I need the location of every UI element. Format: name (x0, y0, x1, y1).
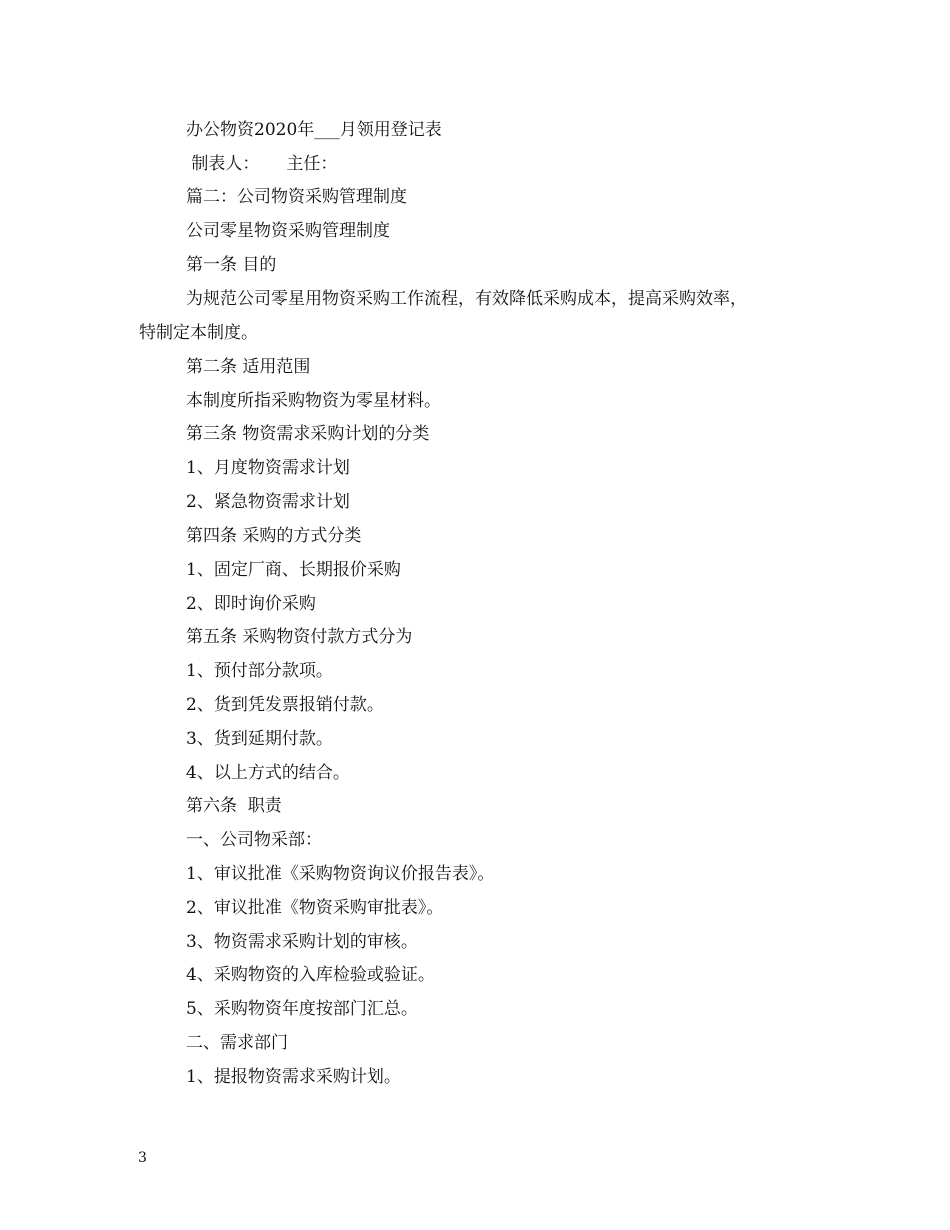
list-item: 3、货到延期付款。 (186, 729, 333, 749)
signature-line: 制表人： 主任： (186, 154, 338, 174)
list-item: 5、采购物资年度按部门汇总。 (186, 999, 418, 1019)
page-number: 3 (138, 1150, 147, 1166)
article-heading: 第四条 采购的方式分类 (186, 526, 362, 546)
list-item: 1、审议批准《采购物资询议价报告表》。 (186, 864, 495, 884)
paragraph-text: 本制度所指采购物资为零星材料。 (186, 391, 441, 411)
paragraph-text: 为规范公司零星用物资采购工作流程，有效降低采购成本，提高采购效率， (186, 289, 747, 309)
document-title: 公司零星物资采购管理制度 (186, 221, 390, 241)
article-heading: 第六条 职责 (186, 796, 282, 816)
form-title: 办公物资2020年___月领用登记表 (186, 120, 442, 140)
article-heading: 第三条 物资需求采购计划的分类 (186, 424, 430, 444)
list-item: 1、预付部分款项。 (186, 661, 333, 681)
list-item: 2、审议批准《物资采购审批表》。 (186, 898, 444, 918)
list-item: 1、固定厂商、长期报价采购 (186, 560, 401, 580)
subsection-heading: 二、需求部门 (186, 1033, 288, 1053)
list-item: 1、提报物资需求采购计划。 (186, 1067, 401, 1087)
article-heading: 第五条 采购物资付款方式分为 (186, 627, 413, 647)
subsection-heading: 一、公司物采部： (186, 830, 322, 850)
list-item: 1、月度物资需求计划 (186, 458, 350, 478)
list-item: 4、采购物资的入库检验或验证。 (186, 965, 435, 985)
list-item: 2、即时询价采购 (186, 594, 316, 614)
article-heading: 第二条 适用范围 (186, 357, 311, 377)
list-item: 4、以上方式的结合。 (186, 763, 350, 783)
list-item: 2、紧急物资需求计划 (186, 492, 350, 512)
paragraph-text-continued: 特制定本制度。 (139, 323, 258, 343)
list-item: 3、物资需求采购计划的审核。 (186, 932, 418, 952)
section-heading: 篇二：公司物资采购管理制度 (186, 187, 407, 207)
list-item: 2、货到凭发票报销付款。 (186, 695, 384, 715)
article-heading: 第一条 目的 (186, 255, 277, 275)
